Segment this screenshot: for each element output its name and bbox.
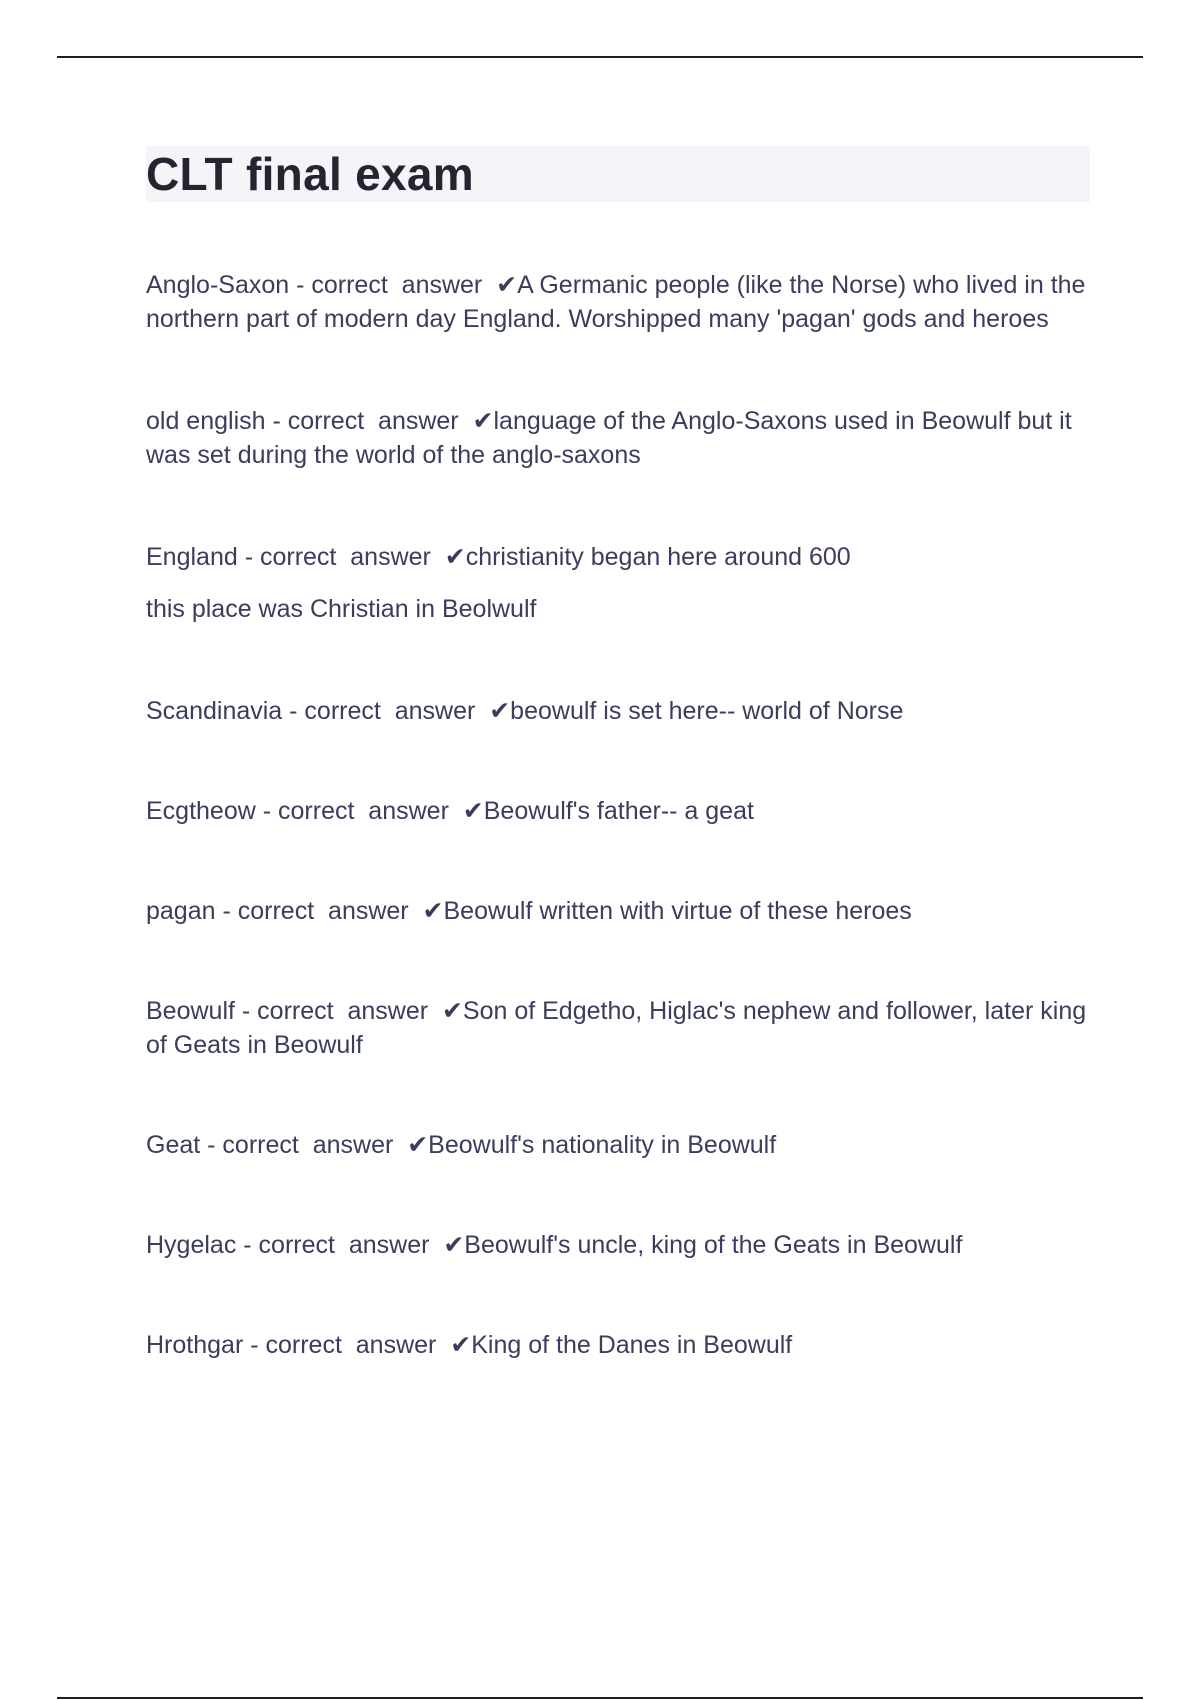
definition: King of the Danes in Beowulf bbox=[471, 1331, 793, 1359]
term: pagan bbox=[146, 897, 216, 925]
definition: Beowulf's uncle, king of the Geats in Beowulf bbox=[464, 1231, 963, 1259]
qa-line bbox=[146, 268, 1093, 336]
term: Hrothgar bbox=[146, 1331, 244, 1359]
qa-line bbox=[146, 1128, 1090, 1162]
qa-entry bbox=[146, 268, 1093, 336]
answer-separator: - correct answer bbox=[200, 1131, 408, 1159]
entry-list bbox=[146, 268, 1094, 1362]
qa-entry bbox=[146, 540, 1090, 626]
qa-line bbox=[146, 540, 1090, 574]
answer-separator: - correct answer bbox=[282, 697, 490, 725]
definition: A Germanic people (like the Norse) who lived in the northern part of modern day England. Worshipped many 'pagan' gods and heroes bbox=[146, 271, 1093, 333]
term: old english bbox=[146, 407, 266, 435]
checkmark-icon: ✔ bbox=[496, 271, 518, 299]
term: England bbox=[146, 543, 238, 571]
answer-separator: - correct answer bbox=[215, 897, 423, 925]
definition: beowulf is set here-- world of Norse bbox=[510, 697, 904, 725]
answer-separator: - correct answer bbox=[255, 797, 463, 825]
answer-separator: - correct answer bbox=[237, 543, 445, 571]
qa-entry bbox=[146, 994, 1094, 1062]
qa-entry bbox=[146, 794, 1090, 828]
term: Anglo-Saxon bbox=[146, 271, 290, 299]
document-body bbox=[146, 146, 1094, 1362]
qa-line bbox=[146, 794, 1090, 828]
checkmark-icon: ✔ bbox=[462, 797, 484, 825]
answer-separator: - correct answer bbox=[234, 997, 442, 1025]
term: Hygelac bbox=[146, 1231, 237, 1259]
definition: christianity began here around 600 bbox=[465, 543, 851, 571]
checkmark-icon: ✔ bbox=[443, 1231, 465, 1259]
checkmark-icon: ✔ bbox=[450, 1331, 472, 1359]
answer-separator: - correct answer bbox=[236, 1231, 444, 1259]
term: Beowulf bbox=[146, 997, 235, 1025]
bottom-rule bbox=[57, 1697, 1143, 1699]
title-banner bbox=[146, 146, 1090, 202]
checkmark-icon: ✔ bbox=[407, 1131, 429, 1159]
answer-separator: - correct answer bbox=[289, 271, 497, 299]
definition: Beowulf's father-- a geat bbox=[483, 797, 754, 825]
qa-line bbox=[146, 994, 1094, 1062]
term: Ecgtheow bbox=[146, 797, 256, 825]
term: Geat bbox=[146, 1131, 201, 1159]
checkmark-icon: ✔ bbox=[441, 997, 463, 1025]
definition: Beowulf written with virtue of these heroes bbox=[443, 897, 912, 925]
qa-entry bbox=[146, 1328, 1090, 1362]
answer-separator: - correct answer bbox=[243, 1331, 451, 1359]
qa-entry bbox=[146, 1228, 1090, 1262]
qa-line bbox=[146, 404, 1090, 472]
qa-line bbox=[146, 1228, 1090, 1262]
definition-extra: this place was Christian in Beolwulf bbox=[146, 595, 537, 623]
checkmark-icon: ✔ bbox=[489, 697, 511, 725]
answer-separator: - correct answer bbox=[265, 407, 473, 435]
qa-line bbox=[146, 1328, 1090, 1362]
qa-line bbox=[146, 694, 1090, 728]
top-rule bbox=[57, 56, 1143, 58]
page-title: CLT final exam bbox=[146, 148, 474, 200]
qa-entry bbox=[146, 404, 1090, 472]
qa-entry bbox=[146, 694, 1090, 728]
definition: Son of Edgetho, Higlac's nephew and follower, later king of Geats in Beowulf bbox=[146, 997, 1094, 1059]
checkmark-icon: ✔ bbox=[472, 407, 494, 435]
qa-entry bbox=[146, 1128, 1090, 1162]
checkmark-icon: ✔ bbox=[422, 897, 444, 925]
definition: language of the Anglo-Saxons used in Beowulf but it was set during the world of the anglo-saxons bbox=[146, 407, 1079, 469]
checkmark-icon: ✔ bbox=[444, 543, 466, 571]
definition: Beowulf's nationality in Beowulf bbox=[428, 1131, 777, 1159]
qa-line bbox=[146, 894, 1090, 928]
qa-entry bbox=[146, 894, 1090, 928]
term: Scandinavia bbox=[146, 697, 283, 725]
